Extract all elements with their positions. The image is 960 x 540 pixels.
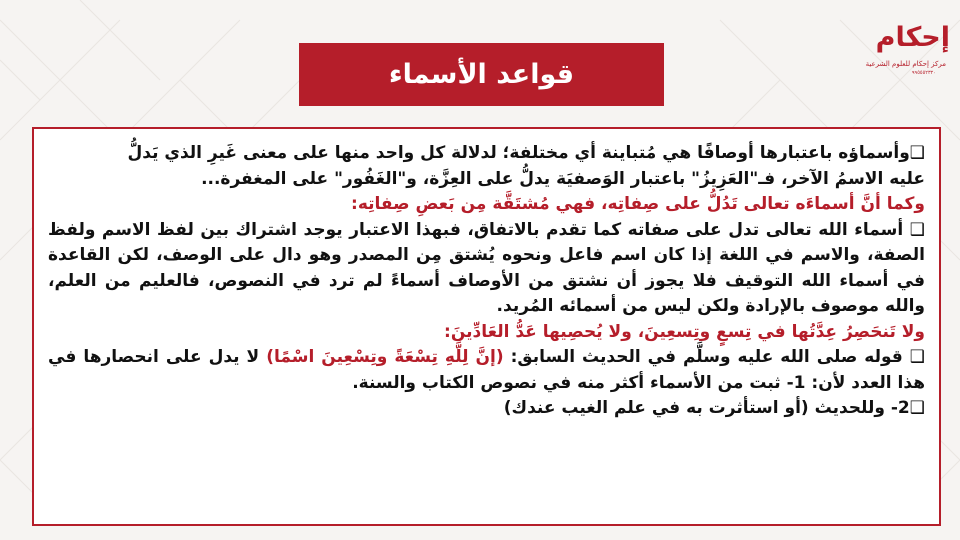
logo-phone: ٩٩٥٥٥٢٣٢٠ bbox=[911, 70, 936, 76]
logo-mark: إحكام bbox=[875, 22, 950, 53]
paragraph-names-as-descriptions: ❑وأسماؤه باعتبارها أوصافًا هي مُتباينة أي مختلفة؛ لدلالة كل واحد منها على معنى غَيرِ الذي يَدلُّ عليه الاسمُ الآخر، فـ"العَزِيزُ" باعتبار الوَصفيَة يدلُّ على العِزَّة، و"الغَفُور" على المغفرة... bbox=[127, 143, 925, 189]
logo-subtitle: مركز إحكام للعلوم الشرعية bbox=[865, 60, 946, 68]
heading-names-derived: وكما أنَّ أسماءَه تعالى تَدُلُّ على صِفاتِه، فهي مُشتَقَّة مِن بَعضِ صِفاتِه: bbox=[351, 194, 925, 214]
content-box bbox=[32, 127, 941, 526]
brand-logo bbox=[865, 12, 960, 84]
slide-title-bar bbox=[299, 43, 664, 106]
slide-title: قواعد الأسماء bbox=[388, 59, 575, 90]
hadith-conclusion: لا يدل على انحصارها في هذا العدد لأن: 1- ثبت من الأسماء أكثر منه في نصوص الكتاب والسنة. bbox=[48, 347, 925, 393]
paragraph-names-derivation: ❑ أسماء الله تعالى تدل على صفاته كما تقدم بالاتفاق، فبهذا الاعتبار يوجد اشتراك بين لفظ الاسم ولفظ الصفة، والاسم في اللغة إذا كان اسم فاعل ونحوه يُشتق مِن المصدر وهو دال على الوصف، لكن القاعدة في أسماء الله التوقيف فلا يجوز أن نشتق من الأوصاف أسماءً لم ترد في النصوص، فالعليم من العلم، والله موصوف بالإرادة ولكن ليس من أسمائه المُريد. bbox=[48, 219, 925, 316]
hadith-quote: (إنَّ لِلَّهِ تِسْعَةً وتِسْعِينَ اسْمًا) bbox=[266, 347, 504, 367]
hadith-intro: ❑ قوله صلى الله عليه وسلَّم في الحديث السابق: bbox=[503, 347, 926, 367]
paragraph-second-evidence: ❑2- وللحديث (أو استأثرت به في علم الغيب عندك) bbox=[503, 398, 925, 418]
paragraph-hadith-explanation bbox=[48, 345, 925, 396]
heading-names-not-limited: ولا تَنحَصِرُ عِدَّتُها في تِسعٍ وتِسعِينَ، ولا يُحصِيها عَدُّ العَادِّينَ: bbox=[444, 321, 925, 342]
